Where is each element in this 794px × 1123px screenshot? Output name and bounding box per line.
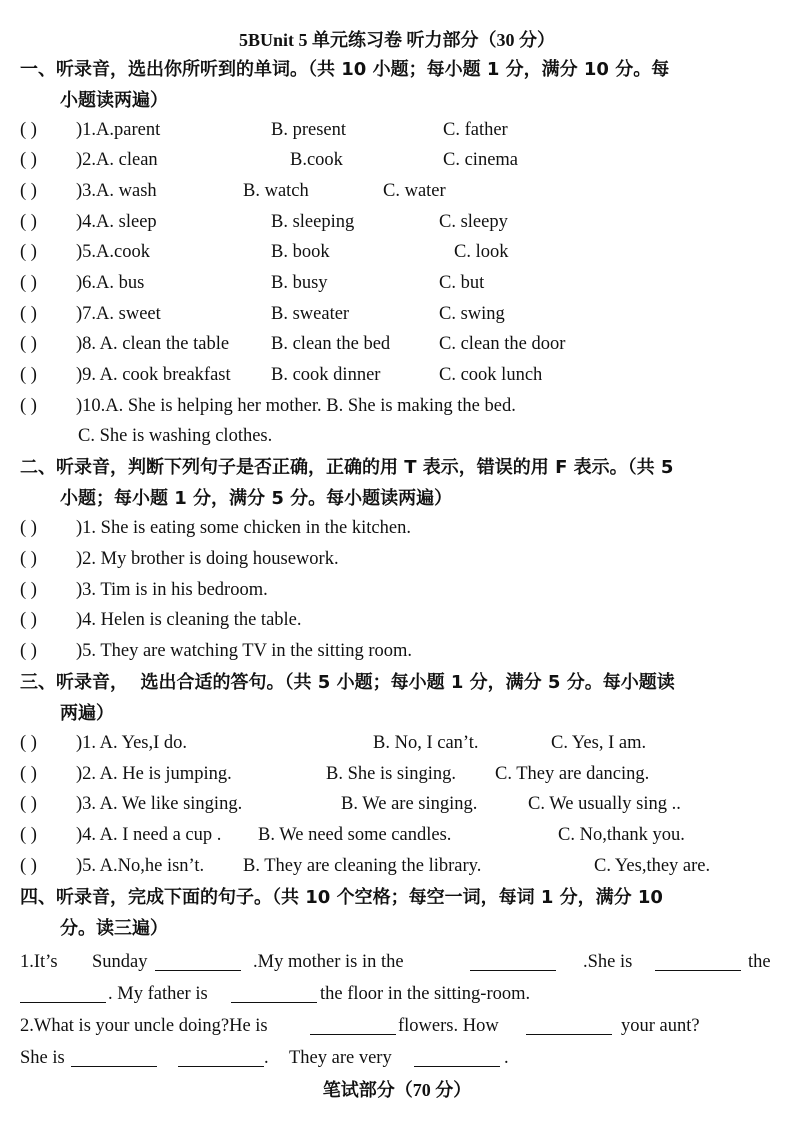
option-b: B. present [271,120,347,140]
sentence-text: . [264,1048,269,1068]
option-b: B. busy [271,273,328,293]
option-c: C. but [439,273,485,293]
sentence-text: .My mother is in the [253,952,404,972]
statement: )5. They are watching TV in the sitting room. [76,641,413,661]
option-b: B. No, I can’t. [373,733,479,753]
option-c: C. We usually sing .. [528,794,681,814]
option-c: C. cook lunch [439,365,543,385]
answer-paren: ( ) [20,212,37,232]
answer-paren: ( ) [20,856,37,876]
option-b: B. We need some candles. [258,825,452,845]
option-a: )9. A. cook breakfast [76,365,231,385]
option-a-b: )10.A. She is helping her mother. B. She is making the bed. [76,396,516,416]
option-a: )3. A. We like singing. [76,794,243,814]
option-c: C. She is washing clothes. [78,426,273,446]
answer-blank[interactable] [526,1016,612,1035]
sentence-text: They are very [289,1048,392,1068]
answer-paren: ( ) [20,518,37,538]
sentence-text: . [504,1048,509,1068]
answer-blank[interactable] [71,1048,157,1067]
answer-paren: ( ) [20,120,37,140]
option-c: C. sleepy [439,212,508,232]
answer-paren: ( ) [20,242,37,262]
option-a: )5. A.No,he isn’t. [76,856,205,876]
sentence-text: .She is [583,952,633,972]
answer-paren: ( ) [20,610,37,630]
option-b: B. book [271,242,330,262]
answer-blank[interactable] [178,1048,264,1067]
section-4-instruction: 四、听录音，完成下面的句子。（共 10 个空格；每空一词，每词 1 分，满分 10 [20,887,663,908]
option-a: )3.A. wash [76,181,157,201]
sentence-text: your aunt? [621,1016,700,1036]
answer-blank[interactable] [655,952,741,971]
option-a: )8. A. clean the table [76,334,230,354]
answer-paren: ( ) [20,825,37,845]
option-a: )7.A. sweet [76,304,161,324]
option-b: B. They are cleaning the library. [243,856,482,876]
statement: )2. My brother is doing housework. [76,549,339,569]
option-b: B. cook dinner [271,365,381,385]
section-4-heading [20,882,776,944]
answer-paren: ( ) [20,396,37,416]
option-c: C. swing [439,304,505,324]
fill-line-4 [0,1042,794,1074]
written-part-heading: 笔试部分（70 分） [322,1080,472,1100]
option-c: C. cinema [443,150,519,170]
option-b: B. sweater [271,304,350,324]
option-a: )4.A. sleep [76,212,157,232]
option-a: )2.A. clean [76,150,158,170]
option-c: C. Yes, I am. [551,733,647,753]
sentence-text: . My father is [108,984,208,1004]
sentence-text: the [748,952,771,972]
answer-blank[interactable] [155,952,241,971]
option-a: )1. A. Yes,I do. [76,733,188,753]
option-a: )5.A.cook [76,242,150,262]
option-c: C. Yes,they are. [594,856,711,876]
fill-line-1 [0,946,794,978]
answer-paren: ( ) [20,580,37,600]
section-3-instruction-cont: 两遍） [60,703,114,724]
answer-paren: ( ) [20,794,37,814]
section-1-instruction-cont: 小题读两遍） [60,90,168,111]
answer-paren: ( ) [20,549,37,569]
page-title: 5BUnit 5 单元练习卷 听力部分（30 分） [238,30,555,50]
sentence-text: 1.It’s [20,952,58,972]
option-b: B. We are singing. [341,794,478,814]
answer-paren: ( ) [20,150,37,170]
option-b: B. watch [243,181,309,201]
sentence-text: 2.What is your uncle doing?He is [20,1016,268,1036]
option-b: B. She is singing. [326,764,457,784]
answer-blank[interactable] [231,984,317,1003]
statement: )3. Tim is in his bedroom. [76,580,268,600]
option-c: C. look [454,242,509,262]
answer-blank[interactable] [20,984,106,1003]
option-c: C. clean the door [439,334,566,354]
section-2-instruction: 二、听录音，判断下列句子是否正确，正确的用 T 表示，错误的用 F 表示。（共 5 [20,457,674,478]
section-2-heading [20,452,776,514]
option-a: )4. A. I need a cup . [76,825,222,845]
section-1-instruction: 一、听录音，选出你所听到的单词。（共 10 小题；每小题 1 分，满分 10 分。每 [20,59,670,80]
answer-paren: ( ) [20,733,37,753]
section-4-instruction-cont: 分。读三遍） [60,918,168,939]
option-a: )1.A.parent [76,120,161,140]
section-3-instruction: 三、听录音， 选出合适的答句。（共 5 小题；每小题 1 分，满分 5 分。每小题读 [20,672,675,693]
option-a: )2. A. He is jumping. [76,764,232,784]
answer-paren: ( ) [20,641,37,661]
answer-paren: ( ) [20,365,37,385]
sentence-text: the floor in the sitting-room. [320,984,531,1004]
answer-blank[interactable] [470,952,556,971]
option-b: B.cook [290,150,343,170]
sentence-text: Sunday [92,952,148,972]
statement: )1. She is eating some chicken in the kitchen. [76,518,411,538]
section-1-heading [20,54,776,116]
answer-paren: ( ) [20,764,37,784]
option-a: )6.A. bus [76,273,145,293]
option-b: B. clean the bed [271,334,391,354]
section-2-instruction-cont: 小题；每小题 1 分，满分 5 分。每小题读两遍） [60,488,453,509]
answer-blank[interactable] [310,1016,396,1035]
fill-line-2 [0,978,794,1010]
statement: )4. Helen is cleaning the table. [76,610,302,630]
option-c: C. No,thank you. [558,825,685,845]
answer-paren: ( ) [20,334,37,354]
answer-blank[interactable] [414,1048,500,1067]
answer-paren: ( ) [20,181,37,201]
option-c: C. water [383,181,446,201]
section-3-heading [20,667,776,729]
option-b: B. sleeping [271,212,355,232]
sentence-text: flowers. How [398,1016,499,1036]
option-c: C. They are dancing. [495,764,650,784]
answer-paren: ( ) [20,273,37,293]
option-c: C. father [443,120,508,140]
answer-paren: ( ) [20,304,37,324]
sentence-text: She is [20,1048,65,1068]
fill-line-3 [0,1010,794,1042]
